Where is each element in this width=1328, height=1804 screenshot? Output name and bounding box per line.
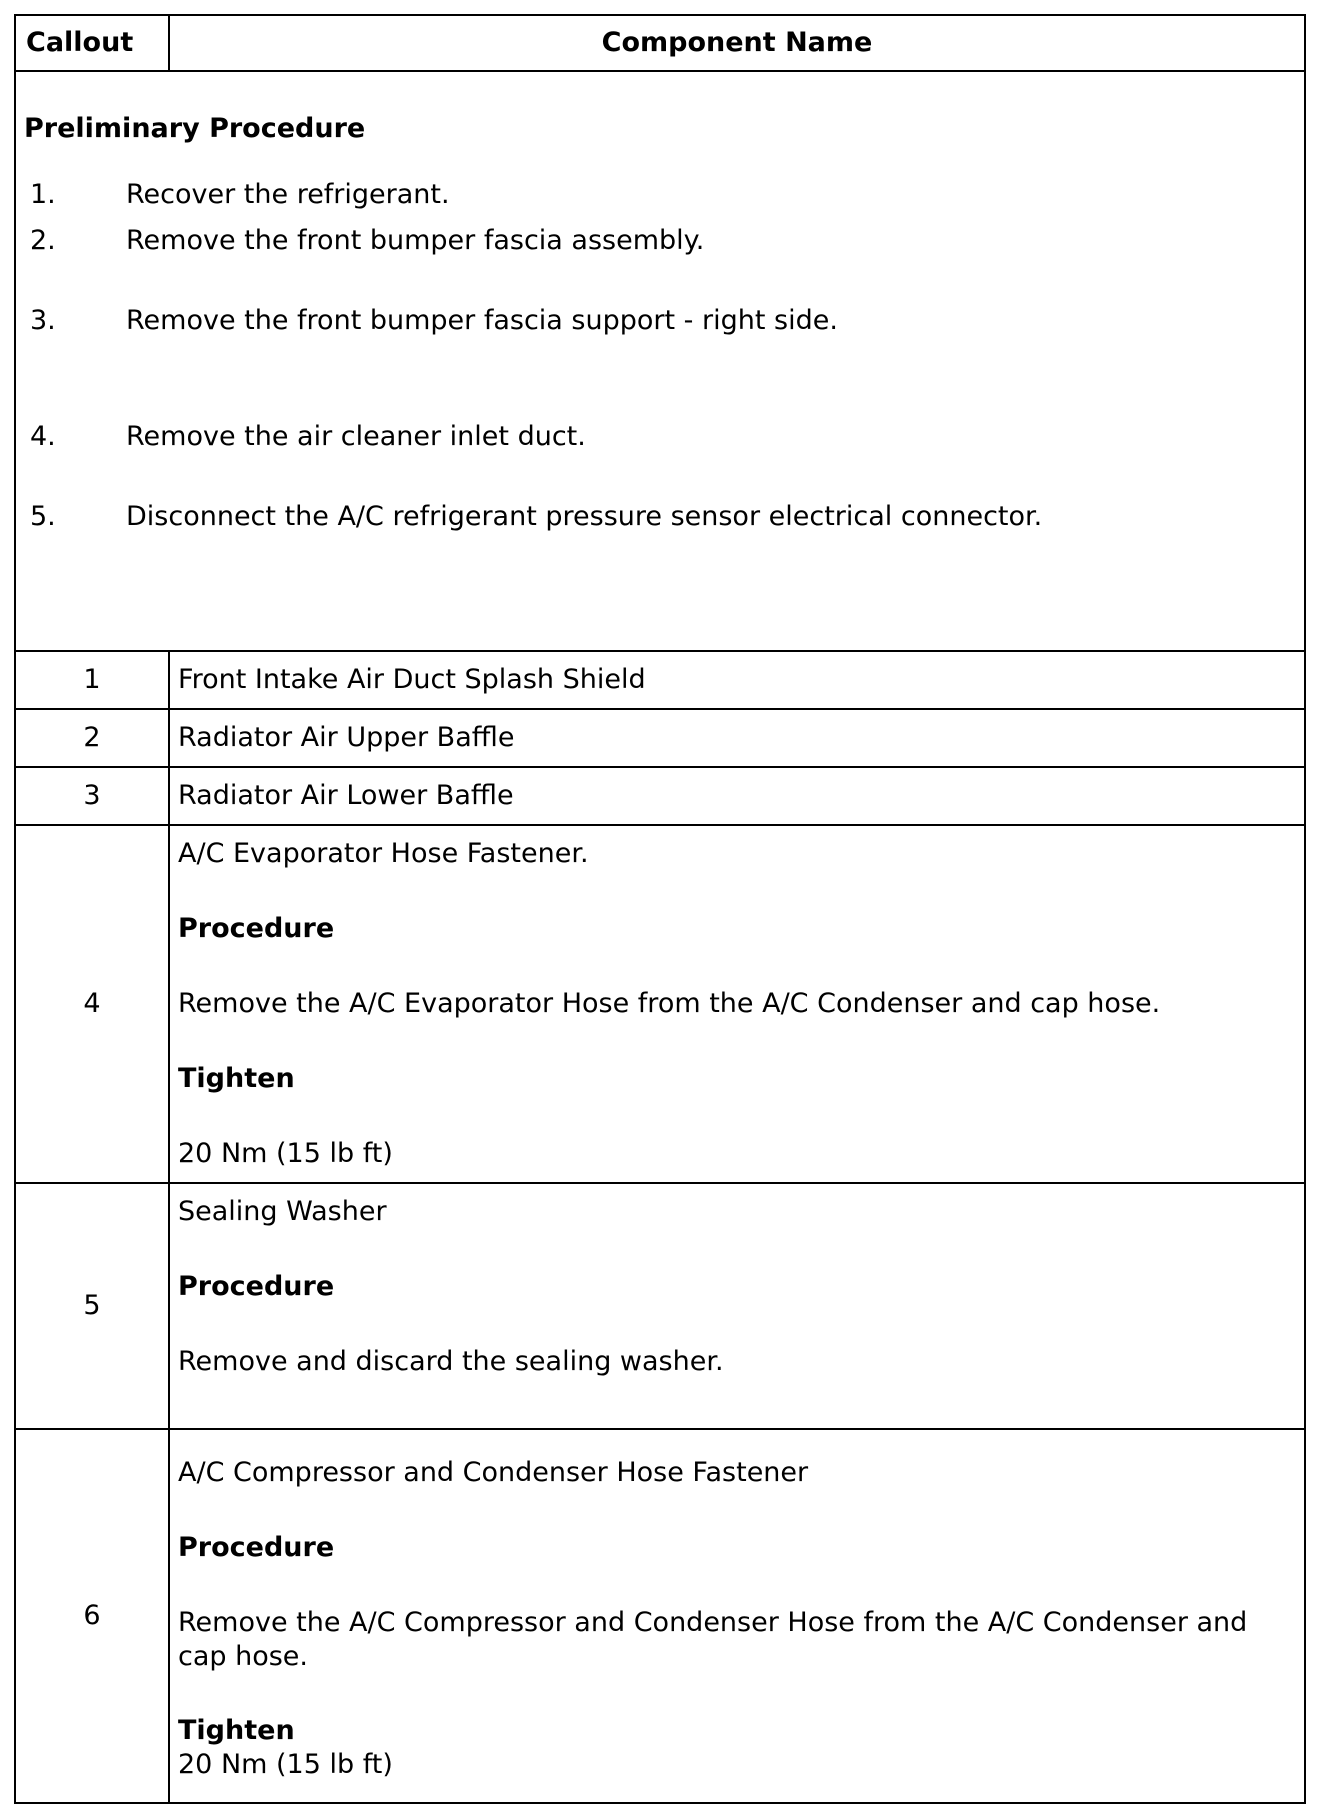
step-number: 3. [30, 305, 56, 336]
callout-table [14, 14, 1306, 1804]
preliminary-step [30, 304, 838, 338]
procedure-label: Procedure [178, 1532, 335, 1563]
component-name: Front Intake Air Duct Splash Shield [169, 651, 1305, 709]
component-name: A/C Evaporator Hose Fastener. [178, 838, 589, 869]
step-text: Remove the front bumper fascia support - right side. [126, 305, 838, 336]
preliminary-procedure [15, 71, 1305, 651]
table-row [15, 1183, 1305, 1429]
component-detail [169, 825, 1305, 1183]
step-number: 5. [30, 501, 56, 532]
table-row [15, 767, 1305, 825]
preliminary-row [15, 71, 1305, 651]
callout-number: 6 [15, 1429, 169, 1803]
step-text: Recover the refrigerant. [126, 179, 450, 210]
header-row [15, 15, 1305, 71]
tighten-value: 20 Nm (15 lb ft) [178, 1138, 393, 1169]
callout-header: Callout [15, 15, 169, 71]
preliminary-title: Preliminary Procedure [24, 113, 366, 144]
preliminary-step [30, 500, 1042, 534]
preliminary-step [30, 420, 586, 454]
component-name: Radiator Air Lower Baffle [169, 767, 1305, 825]
procedure-text: Remove the A/C Compressor and Condenser Hose from the A/C Condenser and cap hose. [178, 1607, 1248, 1672]
procedure-text: Remove and discard the sealing washer. [178, 1346, 724, 1377]
step-number: 1. [30, 179, 56, 210]
tighten-label: Tighten [178, 1715, 295, 1746]
step-number: 4. [30, 421, 56, 452]
preliminary-step [30, 224, 704, 258]
component-name: Radiator Air Upper Baffle [169, 709, 1305, 767]
procedure-text: Remove the A/C Evaporator Hose from the A/C Condenser and cap hose. [178, 988, 1161, 1019]
step-number: 2. [30, 225, 56, 256]
component-name: A/C Compressor and Condenser Hose Fastener [178, 1457, 809, 1488]
step-text: Remove the air cleaner inlet duct. [126, 421, 586, 452]
callout-number: 2 [15, 709, 169, 767]
tighten-label: Tighten [178, 1063, 295, 1094]
tighten-value: 20 Nm (15 lb ft) [178, 1749, 393, 1780]
component-name: Sealing Washer [178, 1196, 387, 1227]
procedure-label: Procedure [178, 1271, 335, 1302]
component-detail [169, 1183, 1305, 1429]
table-row [15, 651, 1305, 709]
step-text: Disconnect the A/C refrigerant pressure sensor electrical connector. [126, 501, 1043, 532]
callout-number: 3 [15, 767, 169, 825]
preliminary-step [30, 178, 450, 212]
component-name-header: Component Name [169, 15, 1305, 71]
table-row [15, 1429, 1305, 1803]
table-row [15, 825, 1305, 1183]
callout-number: 4 [15, 825, 169, 1183]
step-text: Remove the front bumper fascia assembly. [126, 225, 705, 256]
component-detail [169, 1429, 1305, 1803]
procedure-label: Procedure [178, 913, 335, 944]
callout-number: 5 [15, 1183, 169, 1429]
table-row [15, 709, 1305, 767]
callout-number: 1 [15, 651, 169, 709]
